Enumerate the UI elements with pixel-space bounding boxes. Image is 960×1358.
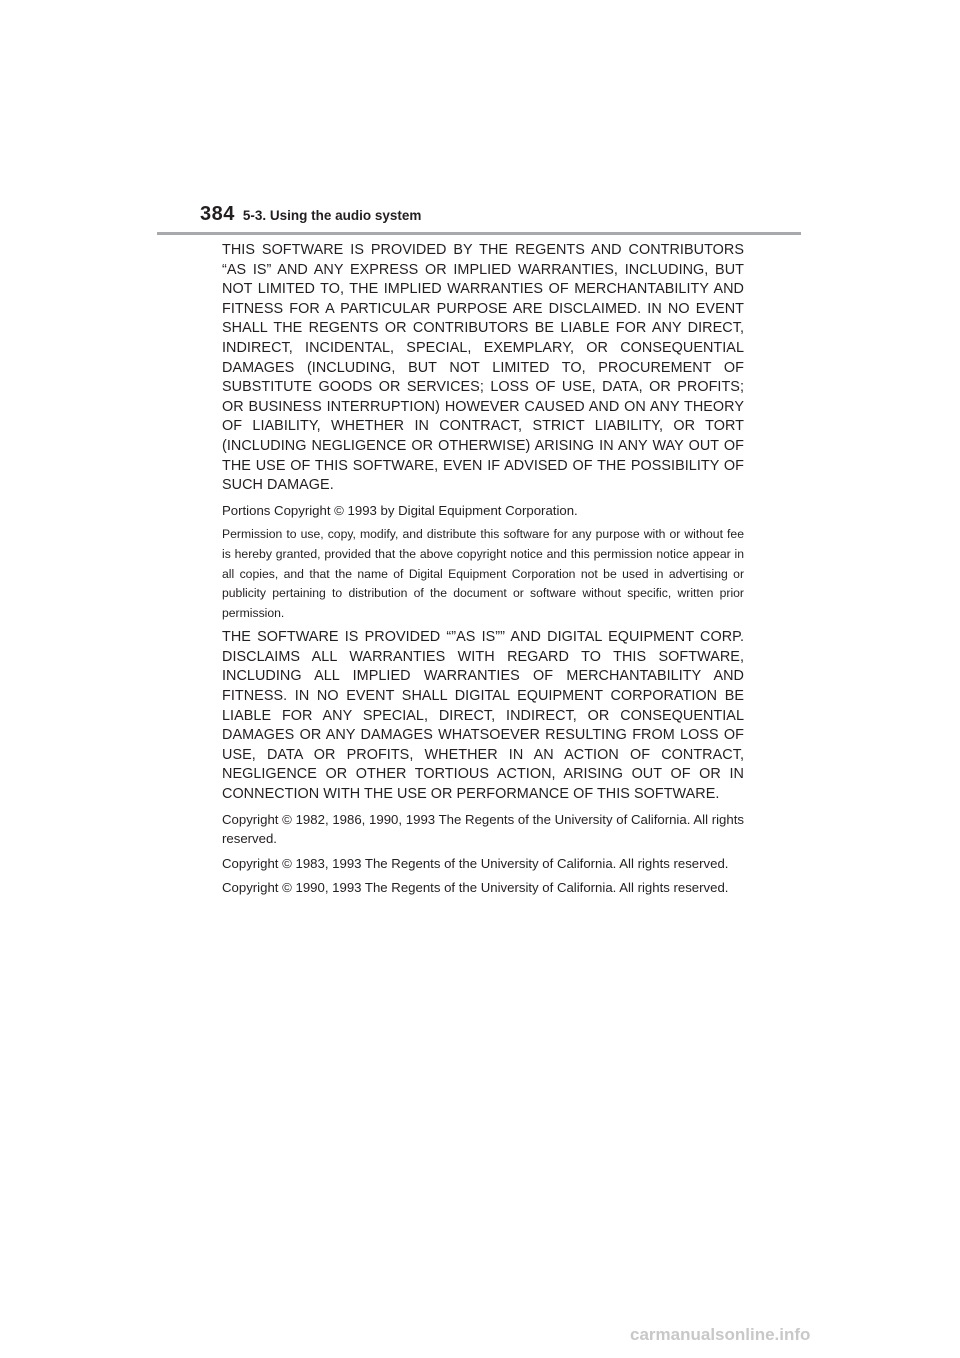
section-title: 5-3. Using the audio system	[242, 208, 422, 223]
disclaimer-paragraph-dec: THE SOFTWARE IS PROVIDED “”AS IS”” AND DIGITAL EQUIPMENT CORP. DISCLAIMS ALL WARRANTIES WITH REGARD TO THIS SOFTWARE, INCLUDING ALL IMPLIED WARRANTIES OF MERCHANTABILITY AND FITNESS. IN NO EVENT SHALL DIGITAL EQUIPMENT CORPORATION BE LIABLE FOR ANY SPECIAL, DIRECT, INDIRECT, OR CONSEQUENTIAL DAMAGES OR ANY DAMAGES WHATSOEVER RESULTING FROM LOSS OF USE, DATA OR PROFITS, WHETHER IN AN ACTION OF CONTRACT, NEGLIGENCE OR OTHER TORTIOUS ACTION, ARISING OUT OF OR IN CONNECTION WITH THE USE OR PERFORMANCE OF THIS SOFTWARE.	[222, 629, 744, 803]
permission-paragraph: Permission to use, copy, modify, and distribute this software for any purpose with or without fee is hereby granted, provided that the above copyright notice and this permission notice appear in all copies, and that the name of Digital Equipment Corporation not be used in advertising or publicity pertaining to distribution of the document or software without specific, written prior permission.	[222, 527, 744, 620]
page-body	[222, 241, 744, 903]
copyright-paragraph-2: Copyright © 1983, 1993 The Regents of the University of California. All rights reserved.	[222, 855, 729, 871]
page-number: 384	[200, 203, 235, 225]
page-header	[200, 203, 421, 229]
disclaimer-paragraph-regents: THIS SOFTWARE IS PROVIDED BY THE REGENTS AND CONTRIBUTORS “AS IS” AND ANY EXPRESS OR IMPLIED WARRANTIES, INCLUDING, BUT NOT LIMITED TO, THE IMPLIED WARRANTIES OF MERCHANTABILITY AND FITNESS FOR A PARTICULAR PURPOSE ARE DISCLAIMED. IN NO EVENT SHALL THE REGENTS OR CONTRIBUTORS BE LIABLE FOR ANY DIRECT, INDIRECT, INCIDENTAL, SPECIAL, EXEMPLARY, OR CONSEQUENTIAL DAMAGES (INCLUDING, BUT NOT LIMITED TO, PROCUREMENT OF SUBSTITUTE GOODS OR SERVICES; LOSS OF USE, DATA, OR PROFITS; OR BUSINESS INTERRUPTION) HOWEVER CAUSED AND ON ANY THEORY OF LIABILITY, WHETHER IN CONTRACT, STRICT LIABILITY, OR TORT (INCLUDING NEGLIGENCE OR OTHERWISE) ARISING IN ANY WAY OUT OF THE USE OF THIS SOFTWARE, EVEN IF ADVISED OF THE POSSIBILITY OF SUCH DAMAGE.	[222, 242, 744, 494]
copyright-paragraph-1: Copyright © 1982, 1986, 1990, 1993 The Regents of the University of California. All rights reserved.	[222, 811, 744, 847]
header-divider	[157, 232, 801, 235]
copyright-dec-line: Portions Copyright © 1993 by Digital Equipment Corporation.	[222, 502, 578, 518]
copyright-paragraph-3: Copyright © 1990, 1993 The Regents of the University of California. All rights reserved.	[222, 880, 729, 896]
watermark-text: carmanualsonline.info	[630, 1325, 811, 1344]
